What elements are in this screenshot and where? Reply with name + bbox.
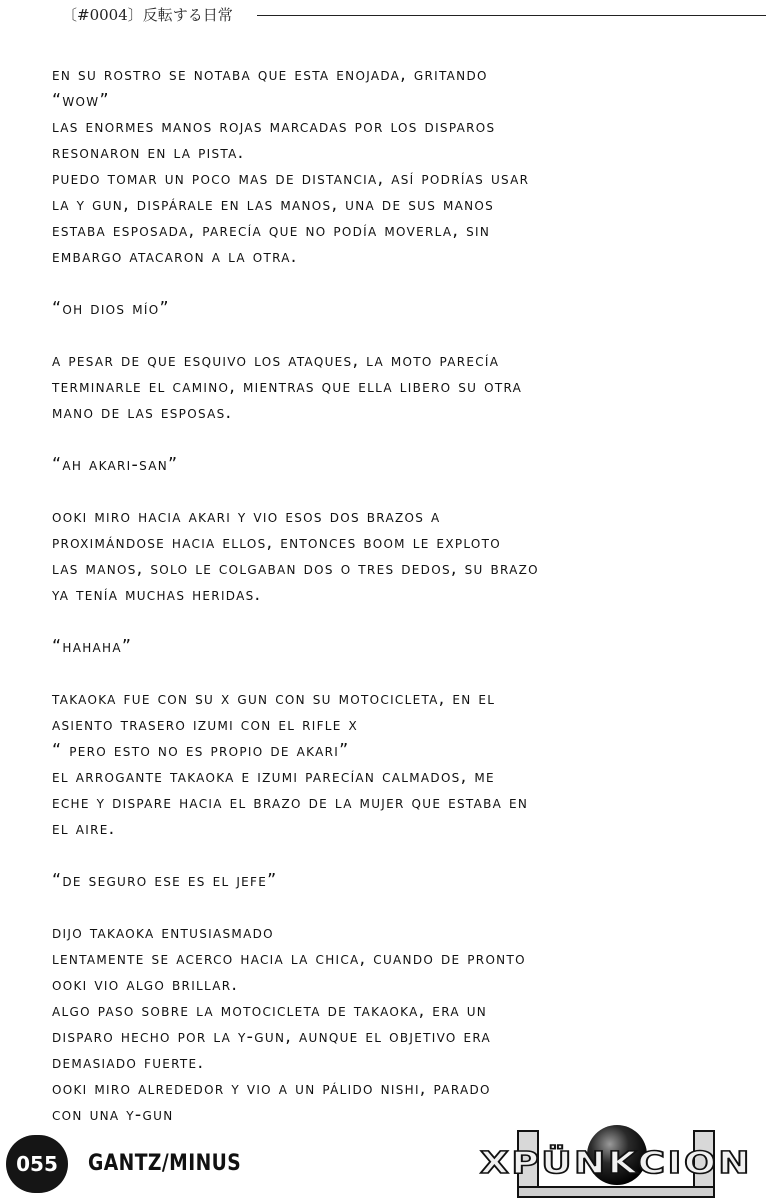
text-line: estaba esposada, parecía que no podía moverla, sin	[52, 221, 491, 241]
chapter-title: 〔#0004〕反転する日常	[62, 6, 233, 24]
brand-name: GANTZ/MINUS	[88, 1151, 242, 1176]
text-line: proximándose hacia ellos, entonces boom le exploto	[52, 533, 502, 553]
text-line: dijo takaoka entusiasmado	[52, 923, 274, 943]
text-line: algo paso sobre la motocicleta de takaoka, era un	[52, 1001, 488, 1021]
logo-text: XPÜNKCION	[480, 1146, 699, 1181]
blank-line	[52, 322, 757, 348]
text-line: puedo tomar un poco mas de distancia, así podrías usar	[52, 169, 530, 189]
text-line: el aire.	[52, 819, 116, 839]
body-text	[52, 62, 757, 1132]
blank-line	[52, 478, 757, 504]
text-line: las manos, solo le colgaban dos o tres dedos, su brazo	[52, 559, 539, 579]
text-line: con una y-gun	[52, 1105, 174, 1125]
text-line: resonaron en la pista.	[52, 143, 245, 163]
text-line: ooki miro alrededor y vio a un pálido nishi, parado	[52, 1079, 491, 1099]
text-line: demasiado fuerte.	[52, 1053, 205, 1073]
text-line: en su rostro se notaba que esta enojada, gritando	[52, 65, 488, 85]
text-line: eche y dispare hacia el brazo de la mujer que estaba en	[52, 793, 529, 813]
text-line: el arrogante takaoka e izumi parecían calmados, me	[52, 767, 495, 787]
text-line: takaoka fue con su x gun con su motocicleta, en el	[52, 689, 496, 709]
text-line: lentamente se acerco hacia la chica, cuando de pronto	[52, 949, 526, 969]
page-footer	[0, 1125, 766, 1200]
page-number: 055	[6, 1135, 68, 1193]
text-line: ya tenía muchas heridas.	[52, 585, 262, 605]
page-header	[62, 4, 766, 28]
text-line: mano de las esposas.	[52, 403, 233, 423]
scanlator-logo	[478, 1125, 758, 1200]
text-line: “de seguro ese es el jefe”	[52, 871, 278, 891]
blank-line	[52, 660, 757, 686]
text-line: terminarle el camino, mientras que ella libero su otra	[52, 377, 523, 397]
text-line: “ah akari-san”	[52, 455, 179, 475]
blank-line	[52, 270, 757, 296]
text-line: ooki vio algo brillar.	[52, 975, 239, 995]
text-line: “oh dios mío”	[52, 299, 170, 319]
text-line: “ pero esto no es propio de akari”	[52, 741, 350, 761]
blank-line	[52, 894, 757, 920]
text-line: “wow”	[52, 91, 110, 111]
text-line: a pesar de que esquivo los ataques, la moto parecía	[52, 351, 500, 371]
text-line: “hahaha”	[52, 637, 133, 657]
text-line: ooki miro hacia akari y vio esos dos brazos a	[52, 507, 441, 527]
text-line: disparo hecho por la y-gun, aunque el objetivo era	[52, 1027, 492, 1047]
text-line: embargo atacaron a la otra.	[52, 247, 298, 267]
blank-line	[52, 842, 757, 868]
text-line: las enormes manos rojas marcadas por los disparos	[52, 117, 496, 137]
header-rule	[257, 15, 766, 16]
text-line: asiento trasero izumi con el rifle x	[52, 715, 359, 735]
text-line: la y gun, dispárale en las manos, una de sus manos	[52, 195, 495, 215]
blank-line	[52, 608, 757, 634]
blank-line	[52, 426, 757, 452]
